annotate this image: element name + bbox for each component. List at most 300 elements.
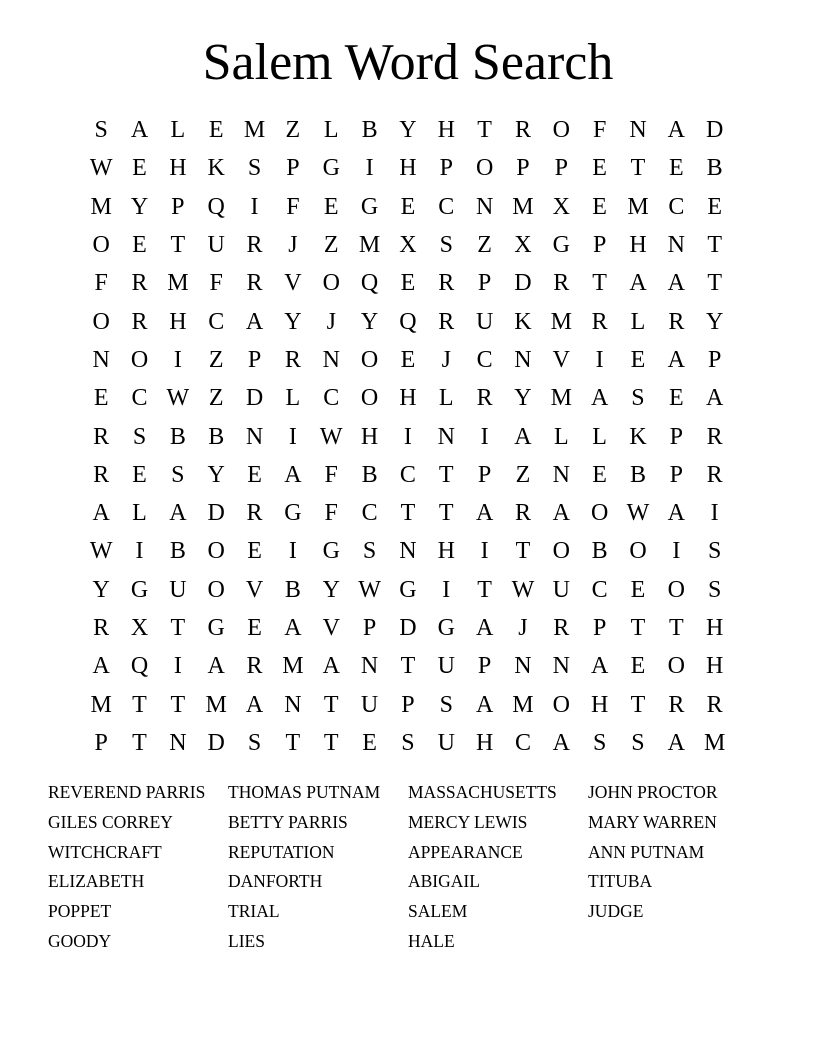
grid-letter: A bbox=[475, 500, 494, 527]
grid-letter: T bbox=[707, 232, 722, 259]
grid-letter: P bbox=[592, 615, 607, 641]
grid-letter: T bbox=[323, 691, 339, 718]
grid-letter: O bbox=[552, 691, 570, 718]
grid-letter: Y bbox=[322, 576, 340, 603]
grid-letter: L bbox=[592, 423, 607, 450]
grid-letter: S bbox=[132, 423, 147, 450]
grid-letter: T bbox=[477, 117, 492, 144]
grid-letter: C bbox=[591, 576, 608, 603]
word-list-item: MASSACHUSETTS bbox=[408, 782, 557, 802]
grid-letter: R bbox=[131, 270, 148, 297]
grid-row bbox=[82, 647, 734, 685]
grid-letter: C bbox=[131, 385, 148, 412]
grid-letter: N bbox=[552, 653, 570, 680]
grid-letter: N bbox=[552, 461, 570, 488]
grid-letter: F bbox=[286, 193, 300, 220]
grid-row bbox=[82, 149, 734, 187]
grid-letter: R bbox=[706, 461, 723, 488]
grid-letter: N bbox=[667, 232, 685, 259]
grid-letter: A bbox=[667, 117, 685, 144]
grid-letter: T bbox=[477, 576, 492, 603]
grid-letter: E bbox=[247, 461, 262, 488]
grid-letter: H bbox=[169, 155, 187, 182]
grid-letter: A bbox=[92, 500, 110, 527]
grid-letter: P bbox=[477, 270, 492, 297]
word-list-column bbox=[228, 778, 408, 957]
grid-letter: R bbox=[246, 653, 263, 680]
grid-letter: P bbox=[286, 155, 300, 182]
grid-letter: S bbox=[439, 232, 453, 259]
grid-letter: C bbox=[208, 308, 225, 335]
grid-letter: E bbox=[93, 385, 109, 412]
grid-letter: A bbox=[667, 270, 685, 297]
word-list-column bbox=[588, 778, 768, 957]
grid-letter: N bbox=[629, 117, 647, 144]
grid-letter: P bbox=[362, 615, 377, 641]
grid-letter: A bbox=[284, 615, 302, 641]
grid-letter: Q bbox=[399, 308, 417, 335]
grid-letter: L bbox=[630, 308, 646, 335]
grid-letter: H bbox=[169, 308, 187, 335]
word-list-item: TRIAL bbox=[228, 901, 280, 922]
grid-letter: U bbox=[437, 653, 455, 680]
grid-letter: X bbox=[552, 193, 570, 220]
grid-letter: M bbox=[512, 193, 534, 220]
grid-letter: R bbox=[553, 270, 570, 297]
grid-letter: W bbox=[89, 538, 113, 565]
grid-letter: Y bbox=[360, 308, 379, 335]
grid-letter: M bbox=[512, 691, 534, 718]
grid-row bbox=[82, 226, 734, 264]
grid-letter: A bbox=[552, 729, 570, 756]
grid-letter: O bbox=[629, 538, 647, 565]
grid-letter: O bbox=[92, 308, 110, 335]
grid-letter: M bbox=[282, 653, 304, 680]
grid-letter: Z bbox=[323, 232, 339, 259]
grid-row bbox=[82, 188, 734, 226]
grid-letter: T bbox=[438, 461, 454, 488]
grid-letter: E bbox=[592, 461, 607, 488]
grid-letter: R bbox=[93, 615, 110, 641]
grid-letter: E bbox=[400, 270, 416, 297]
word-list-item: JOHN PROCTOR bbox=[588, 782, 718, 802]
grid-letter: A bbox=[475, 691, 494, 718]
grid-letter: S bbox=[171, 461, 185, 488]
grid-letter: Y bbox=[284, 308, 302, 335]
grid-letter: M bbox=[550, 308, 572, 335]
page-title: Salem Word Search bbox=[202, 34, 614, 91]
grid-letter: E bbox=[362, 729, 377, 756]
grid-letter: T bbox=[132, 729, 147, 756]
grid-letter: H bbox=[629, 232, 647, 259]
word-list-item: JUDGE bbox=[588, 901, 644, 922]
grid-letter: B bbox=[361, 461, 378, 488]
grid-letter: B bbox=[169, 538, 186, 565]
grid-letter: U bbox=[360, 691, 379, 718]
grid-letter: U bbox=[169, 576, 187, 603]
grid-letter: D bbox=[207, 500, 225, 527]
grid-letter: V bbox=[245, 576, 264, 603]
grid-letter: X bbox=[130, 615, 149, 641]
grid-letter: T bbox=[515, 538, 531, 565]
grid-letter: Y bbox=[92, 576, 110, 603]
grid-letter: P bbox=[171, 193, 185, 220]
grid-letter: R bbox=[93, 461, 110, 488]
grid-letter: E bbox=[668, 385, 684, 412]
grid-letter: U bbox=[437, 729, 455, 756]
grid-letter: O bbox=[590, 500, 609, 527]
grid-letter: V bbox=[284, 270, 302, 297]
grid-letter: E bbox=[132, 232, 147, 259]
grid-letter: Y bbox=[514, 385, 532, 412]
grid-letter: O bbox=[130, 346, 149, 373]
grid-row bbox=[82, 341, 734, 379]
grid-letter: H bbox=[437, 117, 455, 144]
grid-letter: N bbox=[475, 193, 494, 220]
grid-letter: G bbox=[322, 155, 340, 182]
grid-letter: G bbox=[207, 615, 225, 641]
grid-letter: V bbox=[552, 346, 570, 373]
grid-letter: S bbox=[631, 729, 645, 756]
grid-letter: D bbox=[514, 270, 532, 297]
grid-letter: O bbox=[360, 385, 379, 412]
grid-letter: M bbox=[627, 193, 649, 220]
grid-letter: J bbox=[326, 308, 336, 335]
grid-letter: D bbox=[706, 117, 724, 144]
grid-letter: H bbox=[360, 423, 379, 450]
grid-letter: G bbox=[552, 232, 570, 259]
word-list-item: THOMAS PUTNAM bbox=[228, 782, 381, 802]
word-list-item: GILES CORREY bbox=[48, 811, 173, 832]
grid-letter: O bbox=[322, 270, 340, 297]
grid-row bbox=[82, 532, 734, 570]
grid-letter: M bbox=[358, 232, 381, 259]
grid-letter: R bbox=[706, 423, 723, 450]
grid-letter: R bbox=[438, 308, 455, 335]
word-list-item: MERCY LEWIS bbox=[408, 811, 528, 832]
grid-letter: L bbox=[132, 500, 147, 527]
grid-letter: H bbox=[399, 155, 417, 182]
grid-letter: A bbox=[130, 117, 149, 144]
grid-letter: E bbox=[247, 538, 262, 565]
grid-letter: A bbox=[667, 729, 685, 756]
grid-letter: L bbox=[553, 423, 569, 450]
grid-letter: G bbox=[399, 576, 417, 603]
grid-letter: I bbox=[710, 500, 719, 527]
grid-letter: F bbox=[209, 270, 223, 297]
grid-letter: P bbox=[401, 691, 415, 718]
grid-letter: E bbox=[208, 117, 224, 144]
grid-letter: E bbox=[707, 193, 722, 220]
grid-letter: O bbox=[552, 117, 570, 144]
grid-letter: T bbox=[400, 500, 416, 527]
grid-letter: H bbox=[706, 653, 724, 680]
grid-letter: P bbox=[439, 155, 453, 182]
grid-letter: T bbox=[132, 691, 147, 718]
grid-letter: M bbox=[243, 117, 266, 144]
grid-letter: Q bbox=[130, 653, 149, 680]
grid-letter: S bbox=[247, 729, 262, 756]
grid-letter: I bbox=[365, 155, 374, 182]
grid-letter: E bbox=[592, 155, 607, 182]
word-list-item: POPPET bbox=[48, 901, 112, 922]
grid-letter: M bbox=[90, 691, 112, 718]
grid-letter: S bbox=[401, 729, 415, 756]
grid-letter: I bbox=[403, 423, 412, 450]
word-list-item: APPEARANCE bbox=[408, 841, 523, 862]
grid-letter: E bbox=[323, 193, 339, 220]
grid-letter: J bbox=[288, 232, 298, 259]
word-list-column bbox=[408, 778, 588, 957]
grid-row bbox=[82, 724, 734, 762]
grid-letter: E bbox=[668, 155, 684, 182]
grid-letter: W bbox=[358, 576, 381, 603]
grid-letter: T bbox=[668, 615, 684, 641]
grid-letter: R bbox=[514, 500, 531, 527]
grid-letter: R bbox=[438, 270, 455, 297]
grid-letter: S bbox=[631, 385, 645, 412]
grid-letter: K bbox=[207, 155, 225, 182]
grid-letter: T bbox=[438, 500, 454, 527]
grid-letter: T bbox=[630, 691, 646, 718]
grid-letter: A bbox=[706, 385, 724, 412]
grid-letter: T bbox=[170, 615, 186, 641]
grid-letter: R bbox=[284, 346, 301, 373]
grid-letter: A bbox=[284, 461, 302, 488]
grid-letter: N bbox=[284, 691, 302, 718]
grid-letter: Y bbox=[207, 461, 225, 488]
grid-letter: G bbox=[130, 576, 149, 603]
grid-letter: A bbox=[169, 500, 187, 527]
grid-letter: Y bbox=[399, 117, 417, 144]
grid-letter: C bbox=[668, 193, 685, 220]
grid-letter: T bbox=[630, 615, 646, 641]
grid-letter: E bbox=[400, 193, 416, 220]
grid-letter: J bbox=[518, 615, 528, 641]
grid-letter: A bbox=[514, 423, 532, 450]
grid-row bbox=[82, 111, 734, 149]
grid-letter: H bbox=[706, 615, 724, 641]
grid-letter: U bbox=[475, 308, 494, 335]
grid-letter: H bbox=[437, 538, 455, 565]
grid-letter: N bbox=[322, 346, 340, 373]
word-list-item: ANN PUTNAM bbox=[588, 841, 705, 862]
grid-letter: M bbox=[90, 193, 112, 220]
grid-letter: Z bbox=[515, 461, 531, 488]
grid-letter: A bbox=[245, 691, 264, 718]
grid-letter: Z bbox=[477, 232, 492, 259]
grid-letter: E bbox=[630, 653, 646, 680]
grid-letter: G bbox=[322, 538, 340, 565]
grid-letter: S bbox=[247, 155, 262, 182]
grid-letter: H bbox=[475, 729, 494, 756]
word-list-item: REPUTATION bbox=[228, 841, 335, 862]
grid-letter: T bbox=[400, 653, 416, 680]
grid-row bbox=[82, 494, 734, 532]
grid-letter: F bbox=[324, 461, 338, 488]
grid-letter: S bbox=[707, 576, 722, 603]
grid-letter: I bbox=[135, 538, 144, 565]
grid-letter: E bbox=[400, 346, 416, 373]
grid-letter: E bbox=[132, 155, 147, 182]
grid-letter: F bbox=[94, 270, 108, 297]
grid-letter: C bbox=[514, 729, 531, 756]
word-list bbox=[48, 778, 768, 957]
grid-row bbox=[82, 264, 734, 302]
grid-letter: F bbox=[592, 117, 607, 144]
grid-letter: I bbox=[595, 346, 604, 373]
grid-letter: I bbox=[288, 538, 297, 565]
grid-letter: Z bbox=[208, 346, 224, 373]
grid-letter: A bbox=[552, 500, 570, 527]
grid-letter: A bbox=[207, 653, 225, 680]
grid-letter: R bbox=[553, 615, 570, 641]
grid-letter: R bbox=[131, 308, 148, 335]
grid-letter: N bbox=[169, 729, 187, 756]
grid-letter: X bbox=[399, 232, 417, 259]
letter-grid bbox=[82, 111, 734, 762]
grid-letter: V bbox=[322, 615, 340, 641]
grid-letter: N bbox=[437, 423, 455, 450]
grid-letter: W bbox=[319, 423, 343, 450]
grid-letter: I bbox=[173, 653, 182, 680]
grid-row bbox=[82, 571, 734, 609]
grid-letter: P bbox=[477, 461, 492, 488]
grid-letter: A bbox=[667, 346, 685, 373]
grid-letter: N bbox=[360, 653, 379, 680]
grid-letter: G bbox=[284, 500, 302, 527]
grid-letter: W bbox=[166, 385, 190, 412]
grid-letter: N bbox=[514, 653, 532, 680]
grid-letter: K bbox=[514, 308, 532, 335]
grid-row bbox=[82, 379, 734, 417]
grid-letter: A bbox=[667, 500, 685, 527]
grid-letter: T bbox=[323, 729, 339, 756]
grid-letter: G bbox=[360, 193, 379, 220]
grid-letter: O bbox=[92, 232, 110, 259]
grid-letter: C bbox=[438, 193, 455, 220]
grid-letter: L bbox=[323, 117, 339, 144]
grid-letter: O bbox=[667, 653, 685, 680]
grid-letter: C bbox=[361, 500, 378, 527]
grid-letter: S bbox=[94, 117, 108, 144]
grid-letter: E bbox=[592, 193, 607, 220]
grid-letter: N bbox=[514, 346, 532, 373]
grid-letter: P bbox=[669, 461, 683, 488]
grid-letter: S bbox=[362, 538, 377, 565]
grid-letter: R bbox=[93, 423, 110, 450]
grid-letter: E bbox=[630, 576, 646, 603]
grid-letter: A bbox=[322, 653, 340, 680]
grid-letter: A bbox=[629, 270, 647, 297]
grid-letter: O bbox=[360, 346, 379, 373]
grid-letter: M bbox=[704, 729, 726, 756]
grid-letter: O bbox=[207, 576, 225, 603]
grid-letter: N bbox=[245, 423, 264, 450]
grid-letter: H bbox=[590, 691, 609, 718]
grid-row bbox=[82, 609, 734, 647]
word-list-item: BETTY PARRIS bbox=[228, 811, 348, 832]
grid-letter: O bbox=[475, 155, 494, 182]
grid-letter: R bbox=[246, 232, 263, 259]
grid-letter: L bbox=[285, 385, 301, 412]
grid-letter: P bbox=[554, 155, 568, 182]
grid-letter: A bbox=[475, 615, 494, 641]
grid-letter: B bbox=[169, 423, 186, 450]
word-list-item: LIES bbox=[228, 930, 265, 951]
grid-letter: I bbox=[480, 423, 489, 450]
grid-letter: R bbox=[591, 308, 608, 335]
grid-letter: R bbox=[706, 691, 723, 718]
grid-letter: S bbox=[592, 729, 607, 756]
grid-row bbox=[82, 456, 734, 494]
grid-letter: D bbox=[207, 729, 225, 756]
grid-letter: O bbox=[552, 538, 570, 565]
grid-letter: R bbox=[246, 270, 263, 297]
grid-letter: Q bbox=[360, 270, 379, 297]
grid-letter: T bbox=[592, 270, 607, 297]
grid-letter: N bbox=[399, 538, 417, 565]
grid-letter: Y bbox=[706, 308, 724, 335]
grid-letter: B bbox=[284, 576, 301, 603]
grid-letter: C bbox=[399, 461, 416, 488]
grid-letter: W bbox=[626, 500, 650, 527]
word-list-item: DANFORTH bbox=[228, 871, 323, 892]
grid-letter: T bbox=[707, 270, 722, 297]
grid-letter: K bbox=[629, 423, 647, 450]
grid-letter: R bbox=[514, 117, 531, 144]
word-list-item: REVEREND PARRIS bbox=[48, 782, 206, 802]
grid-letter: R bbox=[246, 500, 263, 527]
grid-letter: N bbox=[92, 346, 110, 373]
grid-letter: G bbox=[437, 615, 455, 641]
grid-letter: I bbox=[480, 538, 489, 565]
grid-row bbox=[82, 417, 734, 455]
grid-letter: C bbox=[476, 346, 493, 373]
word-list-item: ABIGAIL bbox=[408, 871, 480, 892]
grid-letter: E bbox=[630, 346, 646, 373]
grid-letter: M bbox=[205, 691, 227, 718]
word-list-item: MARY WARREN bbox=[588, 811, 717, 832]
word-list-item: TITUBA bbox=[588, 871, 653, 892]
grid-letter: H bbox=[399, 385, 417, 412]
grid-letter: U bbox=[552, 576, 570, 603]
grid-letter: I bbox=[672, 538, 681, 565]
grid-letter: J bbox=[441, 346, 451, 373]
grid-letter: B bbox=[208, 423, 225, 450]
grid-letter: E bbox=[132, 461, 147, 488]
grid-letter: P bbox=[707, 346, 722, 373]
grid-letter: E bbox=[247, 615, 262, 641]
grid-letter: X bbox=[514, 232, 532, 259]
grid-letter: I bbox=[442, 576, 451, 603]
grid-letter: L bbox=[170, 117, 186, 144]
grid-letter: A bbox=[245, 308, 264, 335]
grid-letter: P bbox=[669, 423, 683, 450]
grid-letter: Y bbox=[130, 193, 149, 220]
grid-letter: A bbox=[590, 385, 609, 412]
grid-letter: W bbox=[511, 576, 535, 603]
grid-letter: U bbox=[207, 232, 225, 259]
grid-letter: O bbox=[207, 538, 225, 565]
grid-letter: T bbox=[630, 155, 646, 182]
grid-letter: I bbox=[250, 193, 259, 220]
grid-letter: S bbox=[707, 538, 722, 565]
grid-letter: S bbox=[439, 691, 453, 718]
grid-letter: T bbox=[285, 729, 301, 756]
grid-letter: Z bbox=[208, 385, 224, 412]
grid-letter: P bbox=[477, 653, 492, 680]
